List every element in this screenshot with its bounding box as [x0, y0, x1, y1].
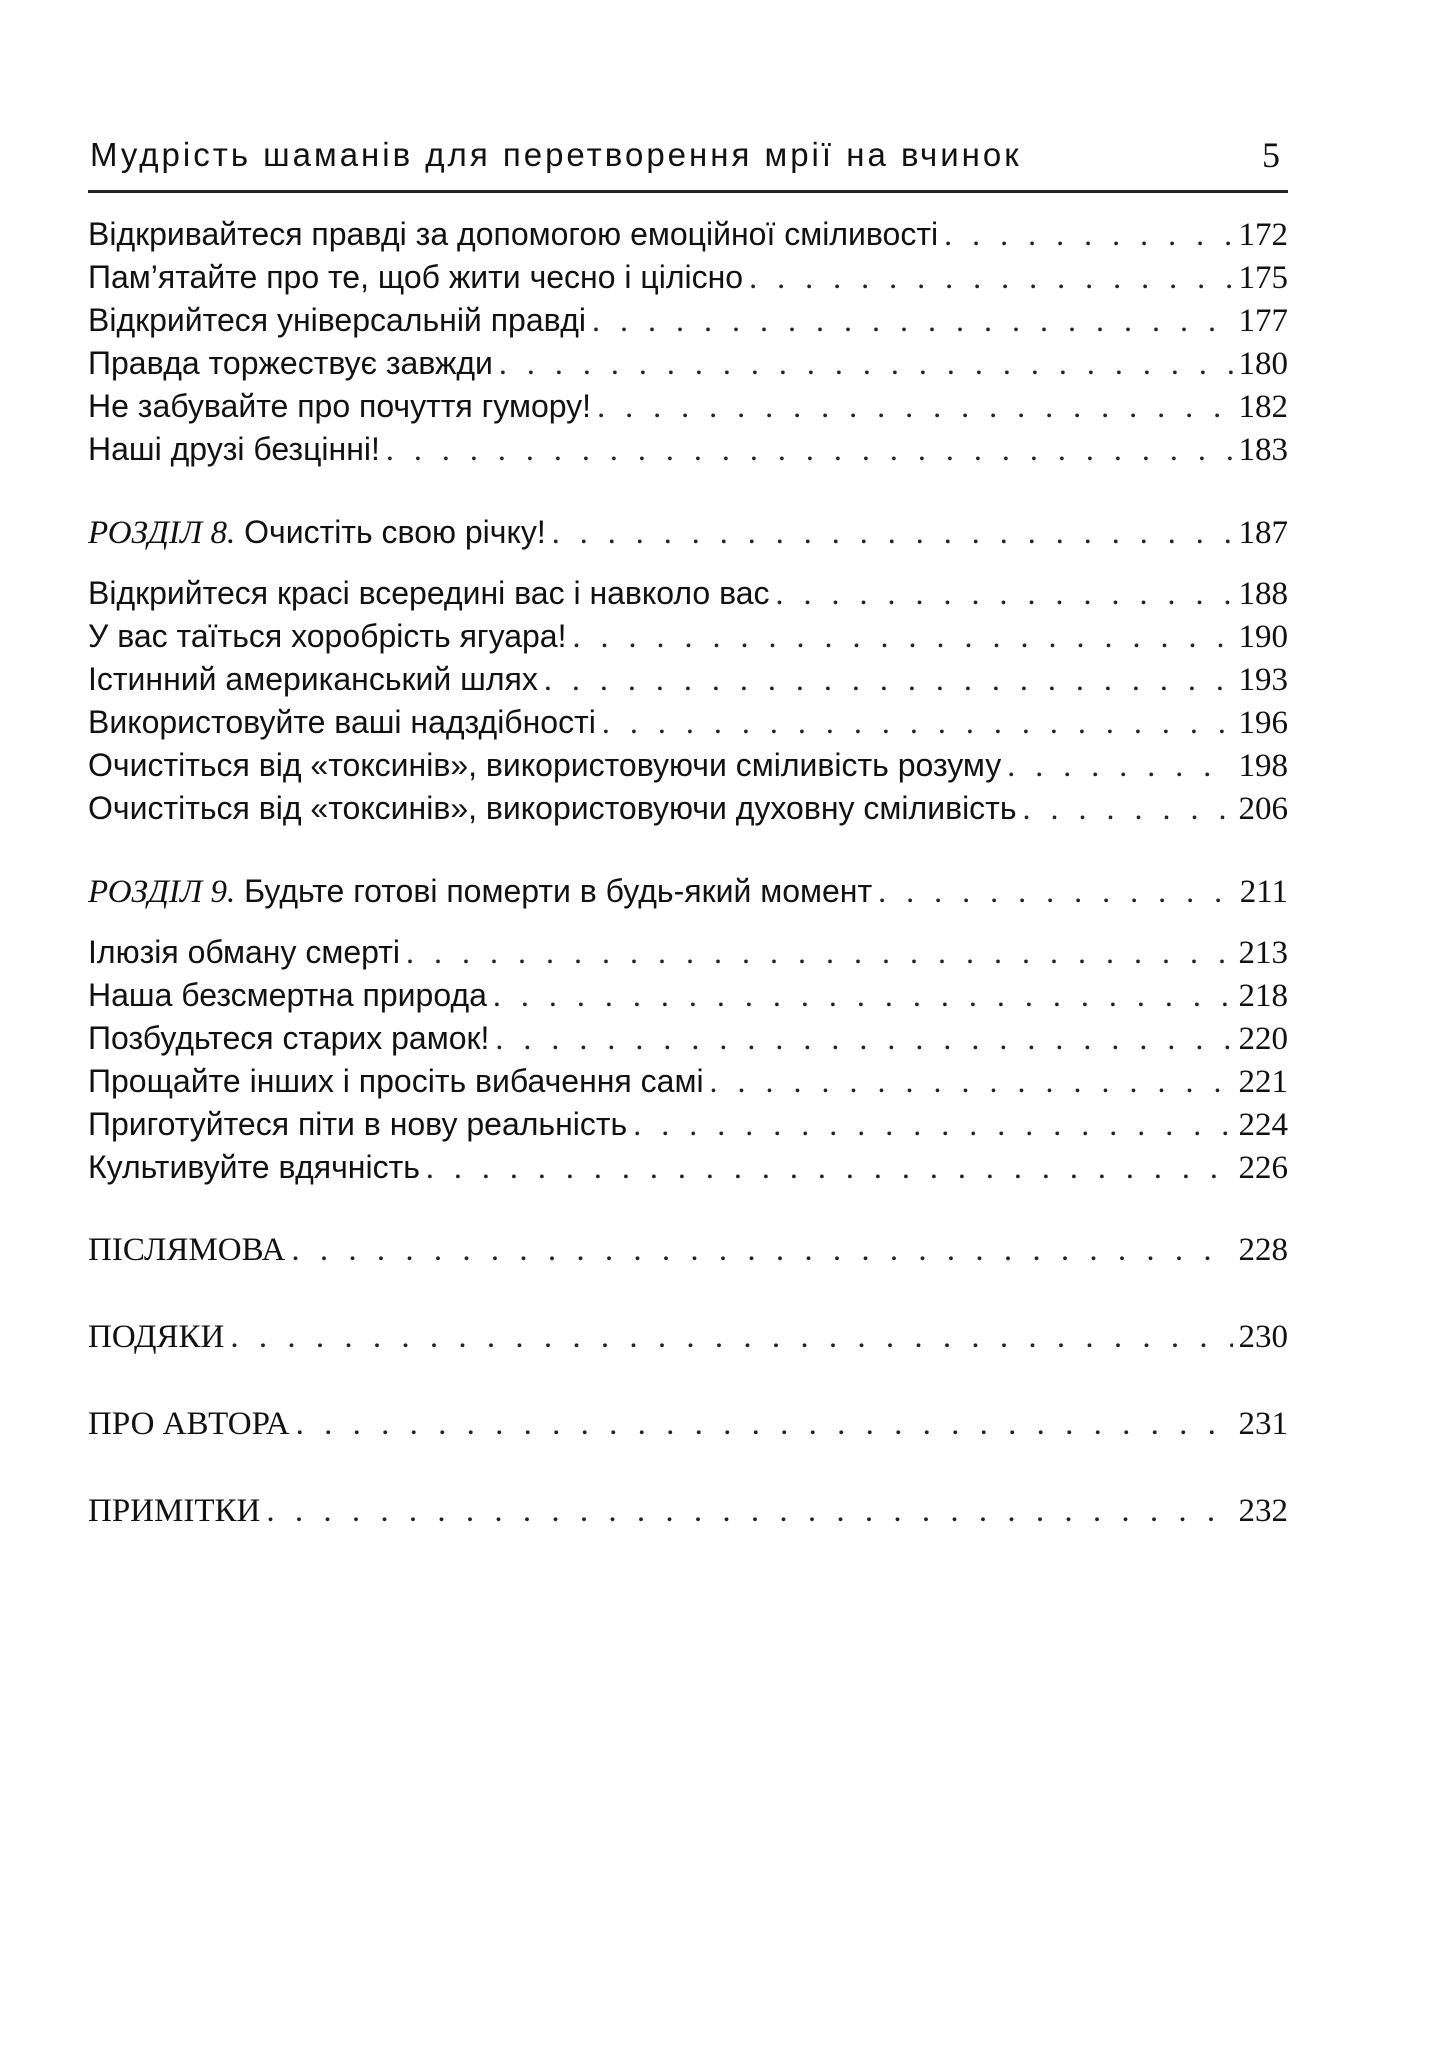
toc-entry-page: 213 — [1238, 935, 1288, 971]
toc-entry-page: 190 — [1238, 619, 1288, 655]
toc-entry-page: 226 — [1238, 1150, 1288, 1186]
toc-entry-title: Правда торжествує завжди — [88, 345, 493, 381]
toc-section-continued — [88, 213, 1288, 471]
toc-entry — [88, 1017, 1288, 1060]
toc-entry-page: 198 — [1238, 748, 1288, 784]
dot-leader — [544, 658, 1233, 701]
toc-entry-title: Відкрийтеся красі всередині вас і навколо вас — [88, 575, 770, 611]
toc-section-chapter-8 — [88, 572, 1288, 830]
toc-entry — [88, 213, 1288, 256]
about-author-entry — [88, 1403, 1288, 1446]
dot-leader — [493, 974, 1233, 1017]
toc-entry-page: 183 — [1238, 432, 1288, 468]
dot-leader — [552, 511, 1233, 554]
toc-entry — [88, 572, 1288, 615]
toc-entry-title: Наші друзі безцінні! — [88, 431, 380, 467]
dot-leader — [499, 342, 1233, 385]
dot-leader — [230, 1316, 1232, 1359]
dot-leader — [776, 572, 1233, 615]
dot-leader — [572, 615, 1232, 658]
acknowledgements-page: 230 — [1238, 1319, 1288, 1355]
toc-section-chapter-9 — [88, 931, 1288, 1189]
dot-leader — [495, 1017, 1232, 1060]
about-author-page: 231 — [1238, 1406, 1288, 1442]
dot-leader — [1023, 787, 1233, 830]
afterword-entry — [88, 1229, 1288, 1272]
toc-entry-page: 175 — [1238, 260, 1288, 296]
notes-page: 232 — [1238, 1493, 1288, 1529]
dot-leader — [710, 1060, 1233, 1103]
chapter-title: Будьте готові померти в будь-який момент — [244, 873, 873, 909]
toc-entry-title: Культивуйте вдячність — [88, 1149, 420, 1185]
chapter-prefix: РОЗДІЛ 8. — [88, 515, 236, 551]
toc-entry-page: 218 — [1238, 978, 1288, 1014]
toc-entry-page: 188 — [1238, 576, 1288, 612]
acknowledgements-entry — [88, 1316, 1288, 1359]
dot-leader — [944, 213, 1232, 256]
toc-entry-title: Істинний американський шлях — [88, 661, 538, 697]
toc-entry-title: Відкривайтеся правді за допомогою емоційної сміливості — [88, 216, 939, 252]
dot-leader — [426, 1146, 1233, 1189]
toc-entry — [88, 974, 1288, 1017]
toc-entry — [88, 1103, 1288, 1146]
toc-entry-title: Використовуйте ваші надздібності — [88, 704, 596, 740]
dot-leader — [386, 428, 1233, 471]
dot-leader — [266, 1490, 1232, 1533]
toc-entry — [88, 385, 1288, 428]
toc-entry — [88, 299, 1288, 342]
toc-entry-title: Ілюзія обману смерті — [88, 934, 400, 970]
toc-entry-title: У вас таїться хоробрість ягуара! — [88, 618, 567, 654]
chapter-heading-label — [88, 511, 546, 554]
toc-entry-page: 172 — [1238, 217, 1288, 253]
running-title: Мудрість шаманів для перетворення мрії на вчинок — [90, 136, 1022, 173]
toc-entry-title: Наша безсмертна природа — [88, 977, 487, 1013]
book-page — [88, 130, 1288, 1577]
toc-entry-page: 221 — [1238, 1064, 1288, 1100]
table-of-contents — [88, 213, 1288, 1533]
toc-entry-title: Позбудьтеся старих рамок! — [88, 1020, 490, 1056]
toc-entry — [88, 342, 1288, 385]
chapter-prefix: РОЗДІЛ 9. — [88, 874, 236, 910]
toc-entry-title: Очистіться від «токсинів», використовуючи духовну сміливість — [88, 790, 1017, 826]
dot-leader — [749, 256, 1232, 299]
toc-entry — [88, 744, 1288, 787]
page-number: 5 — [1262, 135, 1280, 175]
toc-entry — [88, 615, 1288, 658]
toc-entry-page: 180 — [1238, 346, 1288, 382]
toc-entry-page: 193 — [1238, 662, 1288, 698]
toc-entry-title: Очистіться від «токсинів», використовуючи сміливість розуму — [88, 747, 1002, 783]
running-header — [88, 130, 1288, 193]
toc-entry-title: Відкрийтеся універсальній правді — [88, 302, 587, 338]
dot-leader — [602, 701, 1233, 744]
chapter-8-heading — [88, 511, 1288, 554]
toc-entry — [88, 701, 1288, 744]
toc-entry-title: Не забувайте про почуття гумору! — [88, 388, 592, 424]
dot-leader — [291, 1229, 1232, 1272]
toc-entry-page: 220 — [1238, 1021, 1288, 1057]
toc-entry-page: 224 — [1238, 1107, 1288, 1143]
chapter-9-heading — [88, 870, 1288, 913]
toc-entry-page: 177 — [1238, 303, 1288, 339]
toc-entry-page: 182 — [1238, 389, 1288, 425]
toc-entry-page: 206 — [1238, 791, 1288, 827]
toc-entry-title: Приготуйтеся піти в нову реальність — [88, 1106, 628, 1142]
chapter-heading-label — [88, 870, 872, 913]
notes-title: ПРИМІТКИ — [88, 1493, 261, 1529]
toc-entry — [88, 1146, 1288, 1189]
toc-entry — [88, 658, 1288, 701]
toc-entry — [88, 931, 1288, 974]
chapter-title: Очистіть свою річку! — [244, 514, 546, 550]
dot-leader — [592, 299, 1232, 342]
dot-leader — [406, 931, 1233, 974]
toc-entry — [88, 428, 1288, 471]
dot-leader — [296, 1403, 1233, 1446]
toc-entry — [88, 787, 1288, 830]
toc-entry-page: 196 — [1238, 705, 1288, 741]
chapter-page: 187 — [1238, 515, 1288, 551]
afterword-page: 228 — [1238, 1232, 1288, 1268]
acknowledgements-title: ПОДЯКИ — [88, 1319, 225, 1355]
toc-entry — [88, 256, 1288, 299]
chapter-page: 211 — [1239, 874, 1288, 910]
toc-entry — [88, 1060, 1288, 1103]
toc-entry-title: Прощайте інших і просіть вибачення самі — [88, 1063, 704, 1099]
dot-leader — [1007, 744, 1232, 787]
dot-leader — [633, 1103, 1232, 1146]
afterword-title: ПІСЛЯМОВА — [88, 1232, 286, 1268]
dot-leader — [878, 870, 1234, 913]
notes-entry — [88, 1490, 1288, 1533]
toc-entry-title: Пам’ятайте про те, щоб жити чесно і цілісно — [88, 259, 744, 295]
dot-leader — [597, 385, 1232, 428]
about-author-title: ПРО АВТОРА — [88, 1406, 290, 1442]
